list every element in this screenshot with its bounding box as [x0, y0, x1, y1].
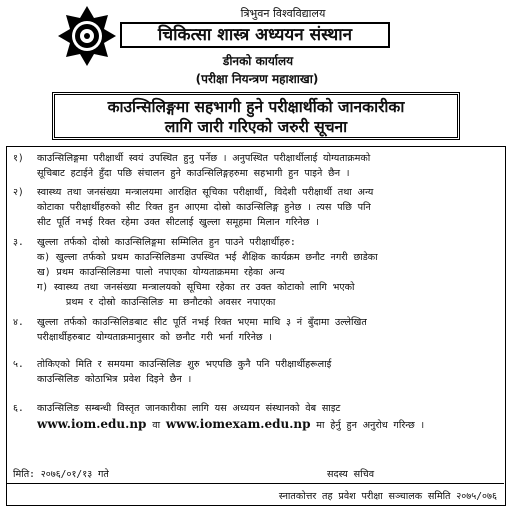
notice-title-banner [52, 92, 460, 140]
request-text: मा हेर्नु हुन अनुरोध गरिन्छ । [310, 420, 425, 431]
item-number: ४. [13, 317, 24, 328]
sub-item-kha: ख) प्रथम काउन्सिलिङमा पालो नपाएका योग्यताक्रममा रहेका अन्य [37, 267, 285, 278]
institute-name: चिकित्सा शास्त्र अध्ययन संस्थान [120, 22, 390, 48]
item-number: ५. [13, 359, 24, 370]
item-text-line: काउन्सिलिङ कोठाभित्र प्रवेश दिइने छैन । [37, 374, 192, 385]
notice-body [6, 146, 506, 506]
university-name: त्रिभुवन विश्वविद्यालय [240, 7, 326, 20]
item-number: १) [13, 153, 24, 164]
website-line [37, 417, 499, 433]
office-name: डीनको कार्यालय [222, 54, 294, 68]
item-text-line: सूचिबाट हटाईने हुँदा पछि संचालन हुने काउन्सिलिङ्गहरुमा सहभागी हुन पाइने छैन । [37, 168, 350, 179]
connector-text: वा [146, 420, 166, 431]
item-number: २) [13, 187, 24, 198]
item-text-line: स्वास्थ्य तथा जनसंख्या मन्त्रालयमा आरक्षित सूचिका परीक्षार्थी, विदेशी परीक्षार्थी तथा अन्य [37, 187, 374, 198]
notice-date: मिति: २०७६/०१/१३ गते [13, 469, 109, 480]
sub-item-ka: क) खुल्ला तर्फको प्रथम काउन्सिलिङमा उपस्थित भई शैक्षिक कार्यक्रम छनौट नगरी छाडेका [37, 252, 378, 263]
committee-name: स्नातकोत्तर तह प्रवेश परीक्षा सञ्चालक समिति २०७५/०७६ [278, 491, 497, 502]
university-emblem [58, 6, 116, 76]
item-text-line: खुल्ला तर्फको काउन्सिलिङबाट सीट पूर्ति नभई रिक्त भएमा माथि ३ नं बुँदामा उल्लेखित [37, 317, 367, 328]
item-text-line: तोकिएको मिति र समयमा काउन्सिलिङ शुरु भएपछि कुनै पनि परीक्षार्थीहरूलाई [37, 359, 332, 370]
sub-item-ga: ग) स्वास्थ्य तथा जनसंख्या मन्त्रालयको सूचिमा रहेका तर उक्त कोटाको लागि भएको [37, 282, 355, 293]
sub-item-ga-cont: प्रथम र दोस्रो काउन्सिलिङ मा छनौटको अवसर नपाएका [37, 297, 276, 308]
notice-title-line-2: लागि जारी गरिएको जरुरी सूचना [164, 118, 348, 136]
branch-name: (परीक्षा नियन्त्रण महाशाखा) [195, 72, 319, 86]
item-text-line: सीट पूर्ति नभई रिक्त रहेमा उक्त सीटलाई खुल्ला समूहमा मिलान गरिनेछ । [37, 217, 319, 228]
notice-title-line-1: काउन्सिलिङ्गमा सहभागी हुने परीक्षार्थीको जानकारीका [107, 98, 405, 116]
item-text-line: काउन्सिलिङ्गमा परीक्षार्थी स्वयं उपस्थित हुनु पर्नेछ । अनुपस्थित परीक्षार्थीलाई योग्यताक्रमको [37, 153, 371, 164]
item-number: ३. [13, 237, 24, 248]
website-link-iomexam[interactable]: www.iomexam.edu.np [165, 417, 311, 431]
item-text-line: कोटाका परीक्षार्थीहरुको सीट रिक्त हुन आएमा दोस्रो काउन्सिलिङ्ग हुनेछ । त्यस पछि पनि [37, 202, 371, 213]
item-text-line: काउन्सिलिङ सम्बन्धी विस्तृत जानकारीका लागि यस अध्ययन संस्थानको वेब साइट [37, 403, 341, 414]
letterhead [0, 0, 512, 92]
signer-title: सदस्य सचिव [327, 469, 375, 480]
website-link-iom[interactable]: www.iom.edu.np [37, 417, 147, 431]
item-text-line: परीक्षार्थीहरुबाट योग्यताक्रमानुसार को छनौट गरी भर्ना गरिनेछ । [37, 332, 273, 343]
item-text-line: खुल्ला तर्फको दोस्रो काउन्सिलिङ्गमा सम्मिलित हुन पाउने परीक्षार्थीहरु: [37, 237, 296, 248]
item-number: ६. [13, 403, 24, 414]
divider [7, 483, 504, 484]
